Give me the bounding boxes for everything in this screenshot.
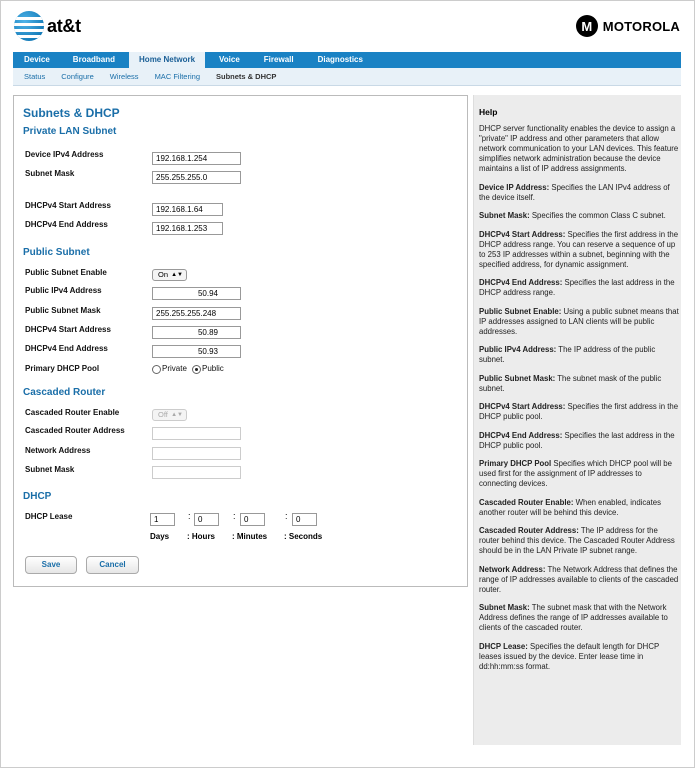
cascaded-address-label: Cascaded Router Address (25, 426, 125, 435)
lease-colon: : (285, 511, 288, 521)
settings-panel (13, 95, 468, 587)
help-item: DHCPv4 End Address: Specifies the last address in the DHCP public pool. (479, 430, 675, 450)
help-item: Public Subnet Mask: The subnet mask of the public subnet. (479, 373, 662, 393)
help-item: DHCPv4 Start Address: Specifies the first address in the DHCP public pool. (479, 402, 679, 421)
dhcp-heading: DHCP (23, 491, 52, 502)
public-enable-value: On (158, 270, 169, 279)
help-item: DHCPv4 End Address: Specifies the last address in the DHCP address range. (479, 278, 675, 297)
att-logo (14, 11, 81, 41)
public-ipv4-label: Public IPv4 Address (25, 286, 102, 295)
lease-colon: : (188, 511, 191, 521)
hours-label: : Hours (187, 532, 215, 541)
public-start-label: DHCPv4 Start Address (25, 325, 111, 334)
help-item: Subnet Mask: Specifies the common Class C subnet. (479, 211, 666, 220)
help-item: Device IP Address: Specifies the LAN IPv4 address of the device itself. (479, 182, 670, 202)
motorola-logo (576, 15, 680, 37)
dhcp-end-label: DHCPv4 End Address (25, 220, 108, 229)
help-item: Subnet Mask: The subnet mask that with the Network Address defines the range of IP addresses available to clients of the cascaded router. (479, 603, 668, 632)
updown-arrow-icon: ▲▼ (171, 272, 183, 278)
subtab-configure[interactable]: Configure (61, 72, 94, 81)
subnet-mask-input[interactable]: 255.255.255.0 (152, 171, 241, 184)
lease-colon: : (233, 511, 236, 521)
tab-broadband[interactable]: Broadband (72, 55, 116, 64)
cascaded-enable-value: Off (158, 410, 168, 419)
device-ipv4-input[interactable]: 192.168.1.254 (152, 152, 241, 165)
tab-firewall[interactable]: Firewall (263, 55, 294, 64)
lease-days-input[interactable]: 1 (150, 513, 175, 526)
sub-nav (13, 68, 681, 86)
motorola-wordmark: MOTOROLA (602, 18, 680, 34)
public-end-input[interactable]: 50.93 (152, 345, 241, 358)
tab-diagnostics[interactable]: Diagnostics (317, 55, 363, 64)
public-enable-select[interactable] (152, 269, 187, 281)
lease-seconds-input[interactable]: 0 (292, 513, 317, 526)
help-intro: DHCP server functionality enables the device to assign a "private" IP address and other parameters that allow network communication to your LAN devices. This feature simplifies network administration because the device maintains a list of IP address assignments. (479, 124, 679, 173)
primary-pool-label: Primary DHCP Pool (25, 364, 100, 373)
subtab-wireless[interactable]: Wireless (109, 72, 139, 81)
public-enable-label: Public Subnet Enable (25, 268, 107, 277)
att-wordmark: at&t (47, 15, 81, 36)
pool-public-radio[interactable] (192, 365, 201, 374)
days-label: Days (150, 532, 170, 541)
cascaded-address-input[interactable] (152, 427, 241, 440)
pool-private-radio[interactable] (152, 365, 161, 374)
help-item: Public IPv4 Address: The IP address of the public subnet. (479, 345, 656, 364)
cascaded-mask-label: Subnet Mask (25, 465, 75, 474)
network-address-input[interactable] (152, 447, 241, 460)
help-item: Cascaded Router Enable: When enabled, indicates another router will be behind this device. (479, 497, 662, 517)
lease-minutes-input[interactable]: 0 (240, 513, 265, 526)
pool-public-label: Public (202, 364, 224, 373)
subtab-mac-filtering[interactable]: MAC Filtering (154, 72, 200, 81)
cascaded-enable-label: Cascaded Router Enable (25, 408, 120, 417)
dhcp-start-input[interactable]: 192.168.1.64 (152, 203, 223, 216)
public-mask-input[interactable]: 255.255.255.248 (152, 307, 241, 320)
dhcp-lease-label: DHCP Lease (25, 512, 73, 521)
public-end-label: DHCPv4 End Address (25, 344, 108, 353)
help-body (479, 124, 679, 680)
dhcp-start-label: DHCPv4 Start Address (25, 201, 111, 210)
help-title: Help (479, 107, 498, 117)
cascaded-enable-select[interactable] (152, 409, 187, 421)
network-address-label: Network Address (25, 446, 91, 455)
public-mask-label: Public Subnet Mask (25, 306, 101, 315)
seconds-label: : Seconds (284, 532, 323, 541)
help-panel (473, 95, 681, 745)
help-item: DHCP Lease: Specifies the default length for DHCP leases issued by the device. Enter lease time in dd:hh:mm:ss format. (479, 641, 660, 671)
globe-icon (14, 11, 44, 41)
public-start-input[interactable]: 50.89 (152, 326, 241, 339)
public-subnet-heading: Public Subnet (23, 247, 90, 258)
minutes-label: : Minutes (232, 532, 268, 541)
pool-private-label: Private (162, 364, 187, 373)
tab-device[interactable]: Device (24, 55, 50, 64)
dhcp-end-input[interactable]: 192.168.1.253 (152, 222, 223, 235)
help-item: DHCPv4 Start Address: Specifies the first address in the DHCP address range. You can reserve a sequence of up to 253 IP addresses within a subnet, beginning with the specified address, for dynamic assignment. (479, 229, 679, 269)
private-subnet-heading: Private LAN Subnet (23, 126, 117, 137)
updown-arrow-icon: ▲▼ (171, 412, 183, 418)
lease-hours-input[interactable]: 0 (194, 513, 219, 526)
help-item: Network Address: The Network Address that defines the range of IP addresses available to clients of the cascaded router. (479, 564, 679, 594)
page-title: Subnets & DHCP (23, 106, 120, 120)
public-ipv4-input[interactable]: 50.94 (152, 287, 241, 300)
subnet-mask-label: Subnet Mask (25, 169, 75, 178)
main-nav (13, 52, 681, 68)
cascaded-router-heading: Cascaded Router (23, 387, 106, 398)
subtab-subnets-dhcp[interactable]: Subnets & DHCP (216, 72, 277, 81)
tab-voice[interactable]: Voice (219, 55, 240, 64)
save-button[interactable]: Save (25, 556, 77, 574)
help-item: Primary DHCP Pool Specifies which DHCP pool will be used first for the assignment of IP addresses to connecting devices. (479, 459, 672, 488)
cancel-button[interactable]: Cancel (86, 556, 139, 574)
subtab-status[interactable]: Status (24, 72, 46, 81)
device-ipv4-label: Device IPv4 Address (25, 150, 104, 159)
help-item: Cascaded Router Address: The IP address for the router behind this device. The Cascaded Router Address should be in the LAN Private IP subnet range. (479, 526, 675, 555)
tab-home-network[interactable]: Home Network (129, 52, 205, 68)
cascaded-mask-input[interactable] (152, 466, 241, 479)
help-item: Public Subnet Enable: Using a public subnet means that IP addresses assigned to LAN clients will be public addresses. (479, 306, 679, 336)
motorola-batwing-icon: M (576, 15, 598, 37)
